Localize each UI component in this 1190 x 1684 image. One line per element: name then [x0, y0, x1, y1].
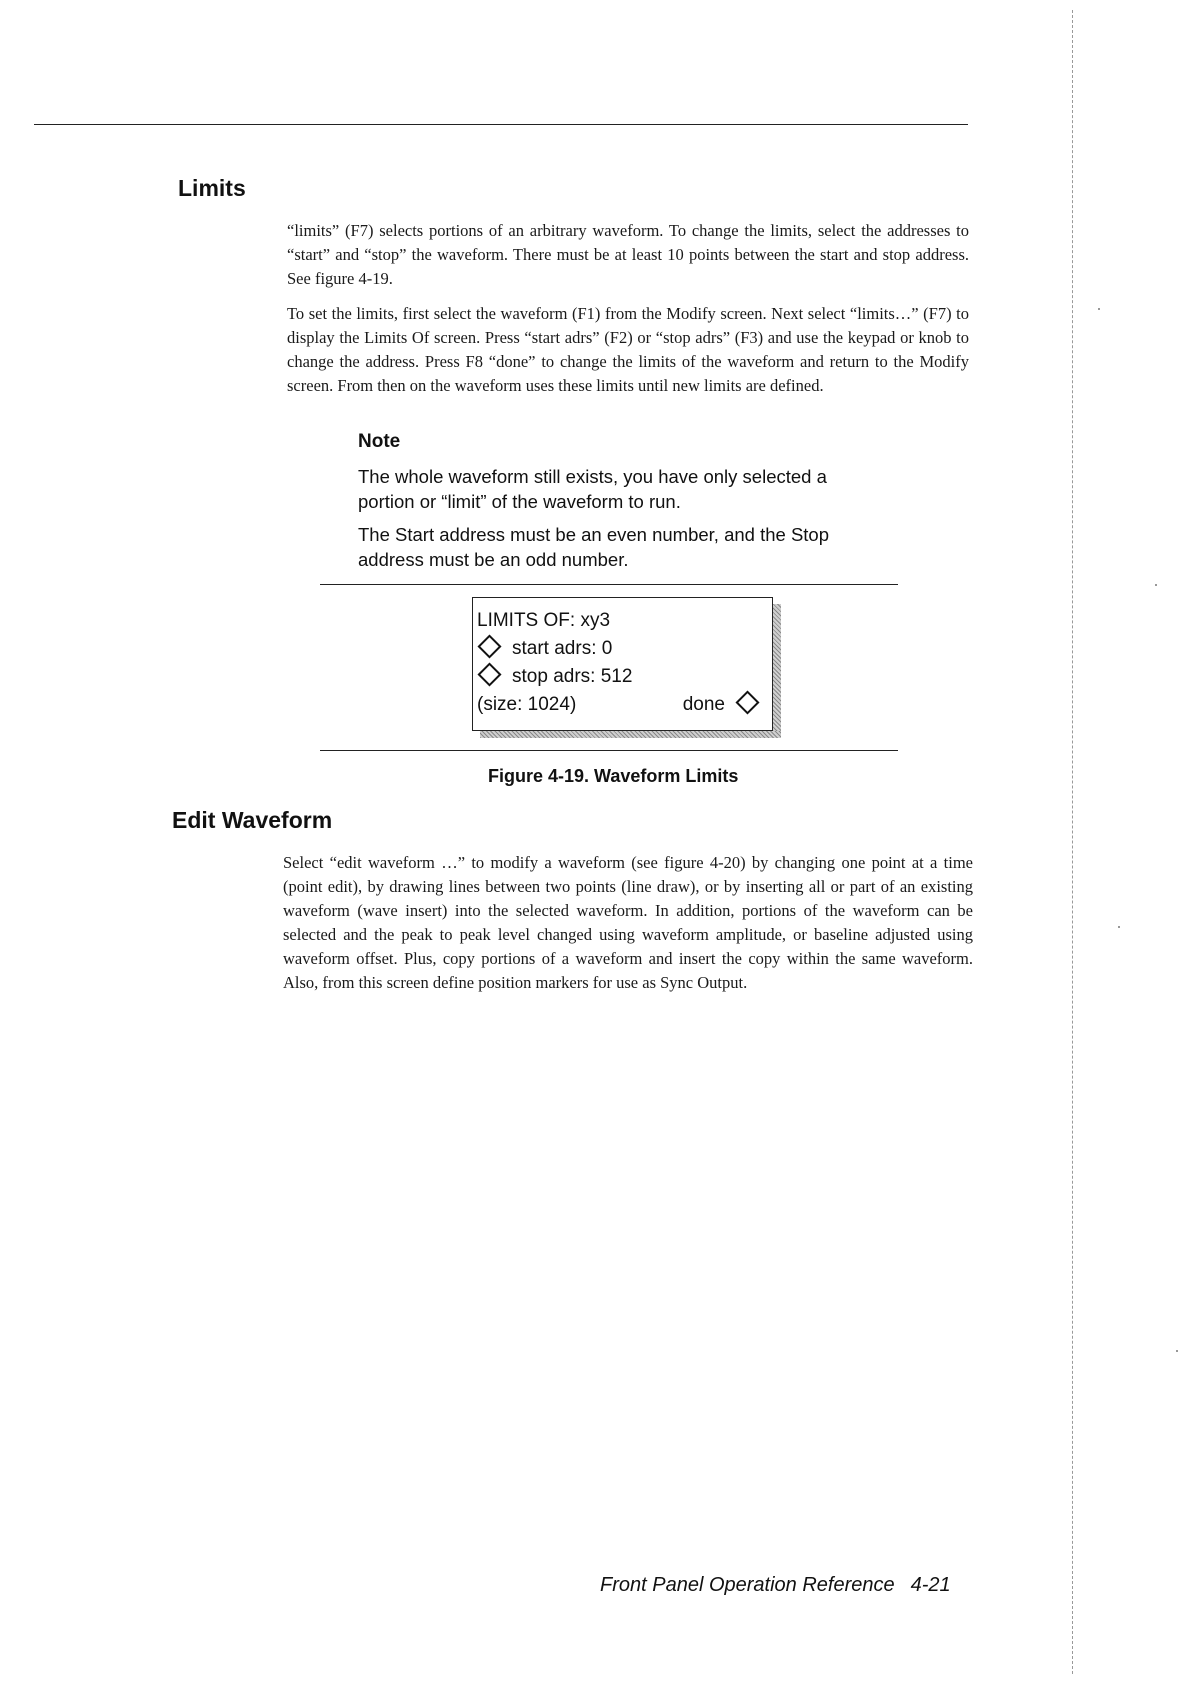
footer-title: Front Panel Operation Reference — [600, 1574, 895, 1596]
page-number: 4-21 — [910, 1574, 951, 1596]
limits-paragraph-2: To set the limits, first select the waveform (F1) from the Modify screen. Next select “limits…” (F7) to display the Limits Of screen. Press “start adrs” (F2) or “stop adrs” (F3) and use the keypad or knob to change the address. Press F8 “done” to change the limits of the waveform and return to the Modify screen. From then on the waveform uses these limits until new limits are defined. — [287, 304, 969, 395]
note-title: Note — [358, 431, 401, 452]
scan-speck — [1155, 584, 1157, 586]
screen-shadow — [480, 731, 781, 738]
figure-caption: Figure 4-19. Waveform Limits — [488, 766, 739, 786]
limits-of-screen — [472, 597, 773, 731]
diamond-icon — [735, 690, 759, 714]
scan-edge-line — [1072, 10, 1073, 1674]
diamond-icon — [477, 634, 501, 658]
screen-title: LIMITS OF: xy3 — [477, 610, 611, 631]
diamond-icon — [477, 662, 501, 686]
page-footer — [600, 1574, 951, 1597]
section-heading-edit-waveform: Edit Waveform — [172, 807, 333, 833]
stop-adrs-label: stop adrs: 512 — [512, 666, 633, 687]
scan-speck — [1098, 308, 1100, 310]
figure-top-rule — [320, 584, 898, 585]
scan-speck — [1118, 926, 1120, 928]
done-softkey[interactable] — [683, 691, 756, 719]
header-rule — [34, 124, 968, 125]
figure-bottom-rule — [320, 750, 898, 751]
size-label: (size: 1024) — [477, 694, 577, 715]
done-label: done — [682, 694, 725, 715]
limits-paragraph-1: “limits” (F7) selects portions of an arbitrary waveform. To change the limits, select the addresses to “start” and “stop” the waveform. There must be at least 10 points between the start and stop address. See figure 4-19. — [287, 221, 969, 288]
scan-speck — [1176, 1350, 1178, 1352]
stop-adrs-row[interactable] — [477, 663, 632, 691]
start-adrs-row[interactable] — [477, 635, 612, 663]
size-row — [477, 691, 768, 719]
start-adrs-label: start adrs: 0 — [512, 638, 613, 659]
edit-waveform-paragraph: Select “edit waveform …” to modify a waveform (see figure 4-20) by changing one point at a time (point edit), by drawing lines between two points (line draw), or by inserting all or part of an existing waveform (wave insert) into the selected waveform. In addition, portions of the waveform can be selected and the peak to peak level changed using waveform amplitude, or baseline adjusted using waveform offset. Plus, copy portions of a waveform and insert the copy within the same waveform. Also, from this screen define position markers for use as Sync Output. — [283, 853, 973, 992]
note-text-2: The Start address must be an even number, and the Stop address must be an odd number. — [358, 524, 830, 570]
screen-shadow — [773, 604, 781, 736]
note-text-1: The whole waveform still exists, you have only selected a portion or “limit” of the waveform to run. — [358, 466, 827, 512]
section-heading-limits: Limits — [178, 175, 246, 201]
